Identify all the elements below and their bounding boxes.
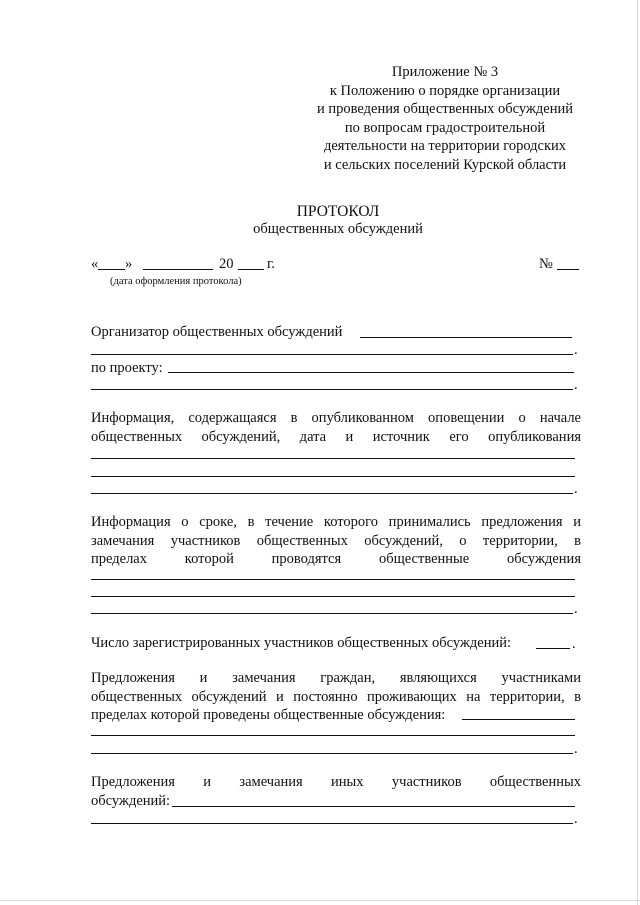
deadline-line-3: пределах которой проводятся общественные обсуждения (91, 551, 581, 568)
deadline-paragraph (91, 513, 581, 569)
year-suffix: г. (267, 256, 275, 272)
residents-blank-line-3[interactable] (91, 753, 573, 754)
others-blank-field[interactable] (172, 806, 575, 807)
residents-line-2: общественных обсуждений и постоянно проживающих на территории, в (91, 688, 581, 705)
deadline-line-1: Информация о сроке, в течение которого принимались предложения и (91, 514, 581, 530)
project-blank-field[interactable] (168, 372, 574, 373)
project-line-end: . (574, 377, 578, 393)
organizer-line-end: . (574, 342, 578, 358)
notification-line-1: Информация, содержащаяся в опубликованном оповещении о начале (91, 410, 581, 426)
organizer-blank-line-2[interactable] (91, 354, 573, 355)
organizer-row (91, 323, 581, 341)
participants-row (91, 634, 581, 652)
residents-blank-line-2[interactable] (91, 735, 575, 736)
notification-line-end: . (574, 481, 578, 497)
page-edge-bottom (0, 900, 640, 901)
header-line-6: и сельских поселений Курской области (323, 156, 567, 173)
date-quote-close: » (125, 256, 133, 272)
notification-blank-line-1[interactable] (91, 458, 575, 459)
notification-paragraph (91, 409, 581, 446)
organizer-label: Организатор общественных обсуждений (91, 324, 343, 340)
page-edge-right (637, 0, 638, 905)
others-blank-line-2[interactable] (91, 823, 573, 824)
deadline-blank-line-2[interactable] (91, 596, 575, 597)
others-line-end: . (574, 811, 578, 827)
project-row (91, 359, 581, 377)
attachment-header (300, 63, 590, 174)
residents-line-1: Предложения и замечания граждан, являющихся участниками (91, 670, 581, 686)
header-line-4: по вопросам градостроительной (344, 119, 546, 136)
year-prefix: 20 (219, 256, 234, 272)
project-label: по проекту: (91, 360, 163, 376)
deadline-blank-line-1[interactable] (91, 579, 575, 580)
deadline-blank-line-3[interactable] (91, 613, 573, 614)
project-blank-line-2[interactable] (91, 389, 573, 390)
header-line-3: и проведения общественных обсуждений (316, 101, 573, 117)
document-subtitle: общественных обсуждений (253, 221, 423, 237)
deadline-line-end: . (574, 601, 578, 617)
others-line-1: Предложения и замечания иных участников общественных (91, 774, 581, 790)
date-caption: (дата оформления протокола) (110, 276, 242, 287)
participants-label: Число зарегистрированных участников общественных обсуждений: (91, 635, 512, 651)
date-quote-open: « (91, 256, 99, 272)
document-title: ПРОТОКОЛ (296, 203, 380, 220)
others-line-2: обсуждений: (91, 792, 171, 809)
participants-count-blank-field[interactable] (536, 648, 570, 649)
residents-paragraph (91, 669, 581, 725)
header-line-2: к Положению о порядке организации (329, 82, 561, 99)
residents-blank-field[interactable] (462, 719, 575, 720)
protocol-number-blank-field[interactable] (557, 269, 579, 270)
date-number-row (91, 255, 579, 273)
number-sign: № (539, 256, 553, 272)
organizer-blank-field[interactable] (360, 337, 572, 338)
notification-line-2: общественных обсуждений, дата и источник его опубликования (91, 428, 581, 445)
year-blank-field[interactable] (238, 269, 264, 270)
residents-line-3: пределах которой проведены общественные обсуждения: (91, 707, 446, 724)
participants-line-end: . (572, 636, 576, 652)
day-blank-field[interactable] (98, 269, 125, 270)
header-line-5: деятельности на территории городских (323, 138, 567, 154)
others-paragraph (91, 773, 581, 810)
month-blank-field[interactable] (143, 269, 213, 270)
deadline-line-2: замечания участников общественных обсуждений, о территории, в (91, 532, 581, 549)
residents-line-end: . (574, 741, 578, 757)
notification-blank-line-3[interactable] (91, 493, 573, 494)
notification-blank-line-2[interactable] (91, 476, 575, 477)
header-line-1: Приложение № 3 (391, 64, 499, 80)
